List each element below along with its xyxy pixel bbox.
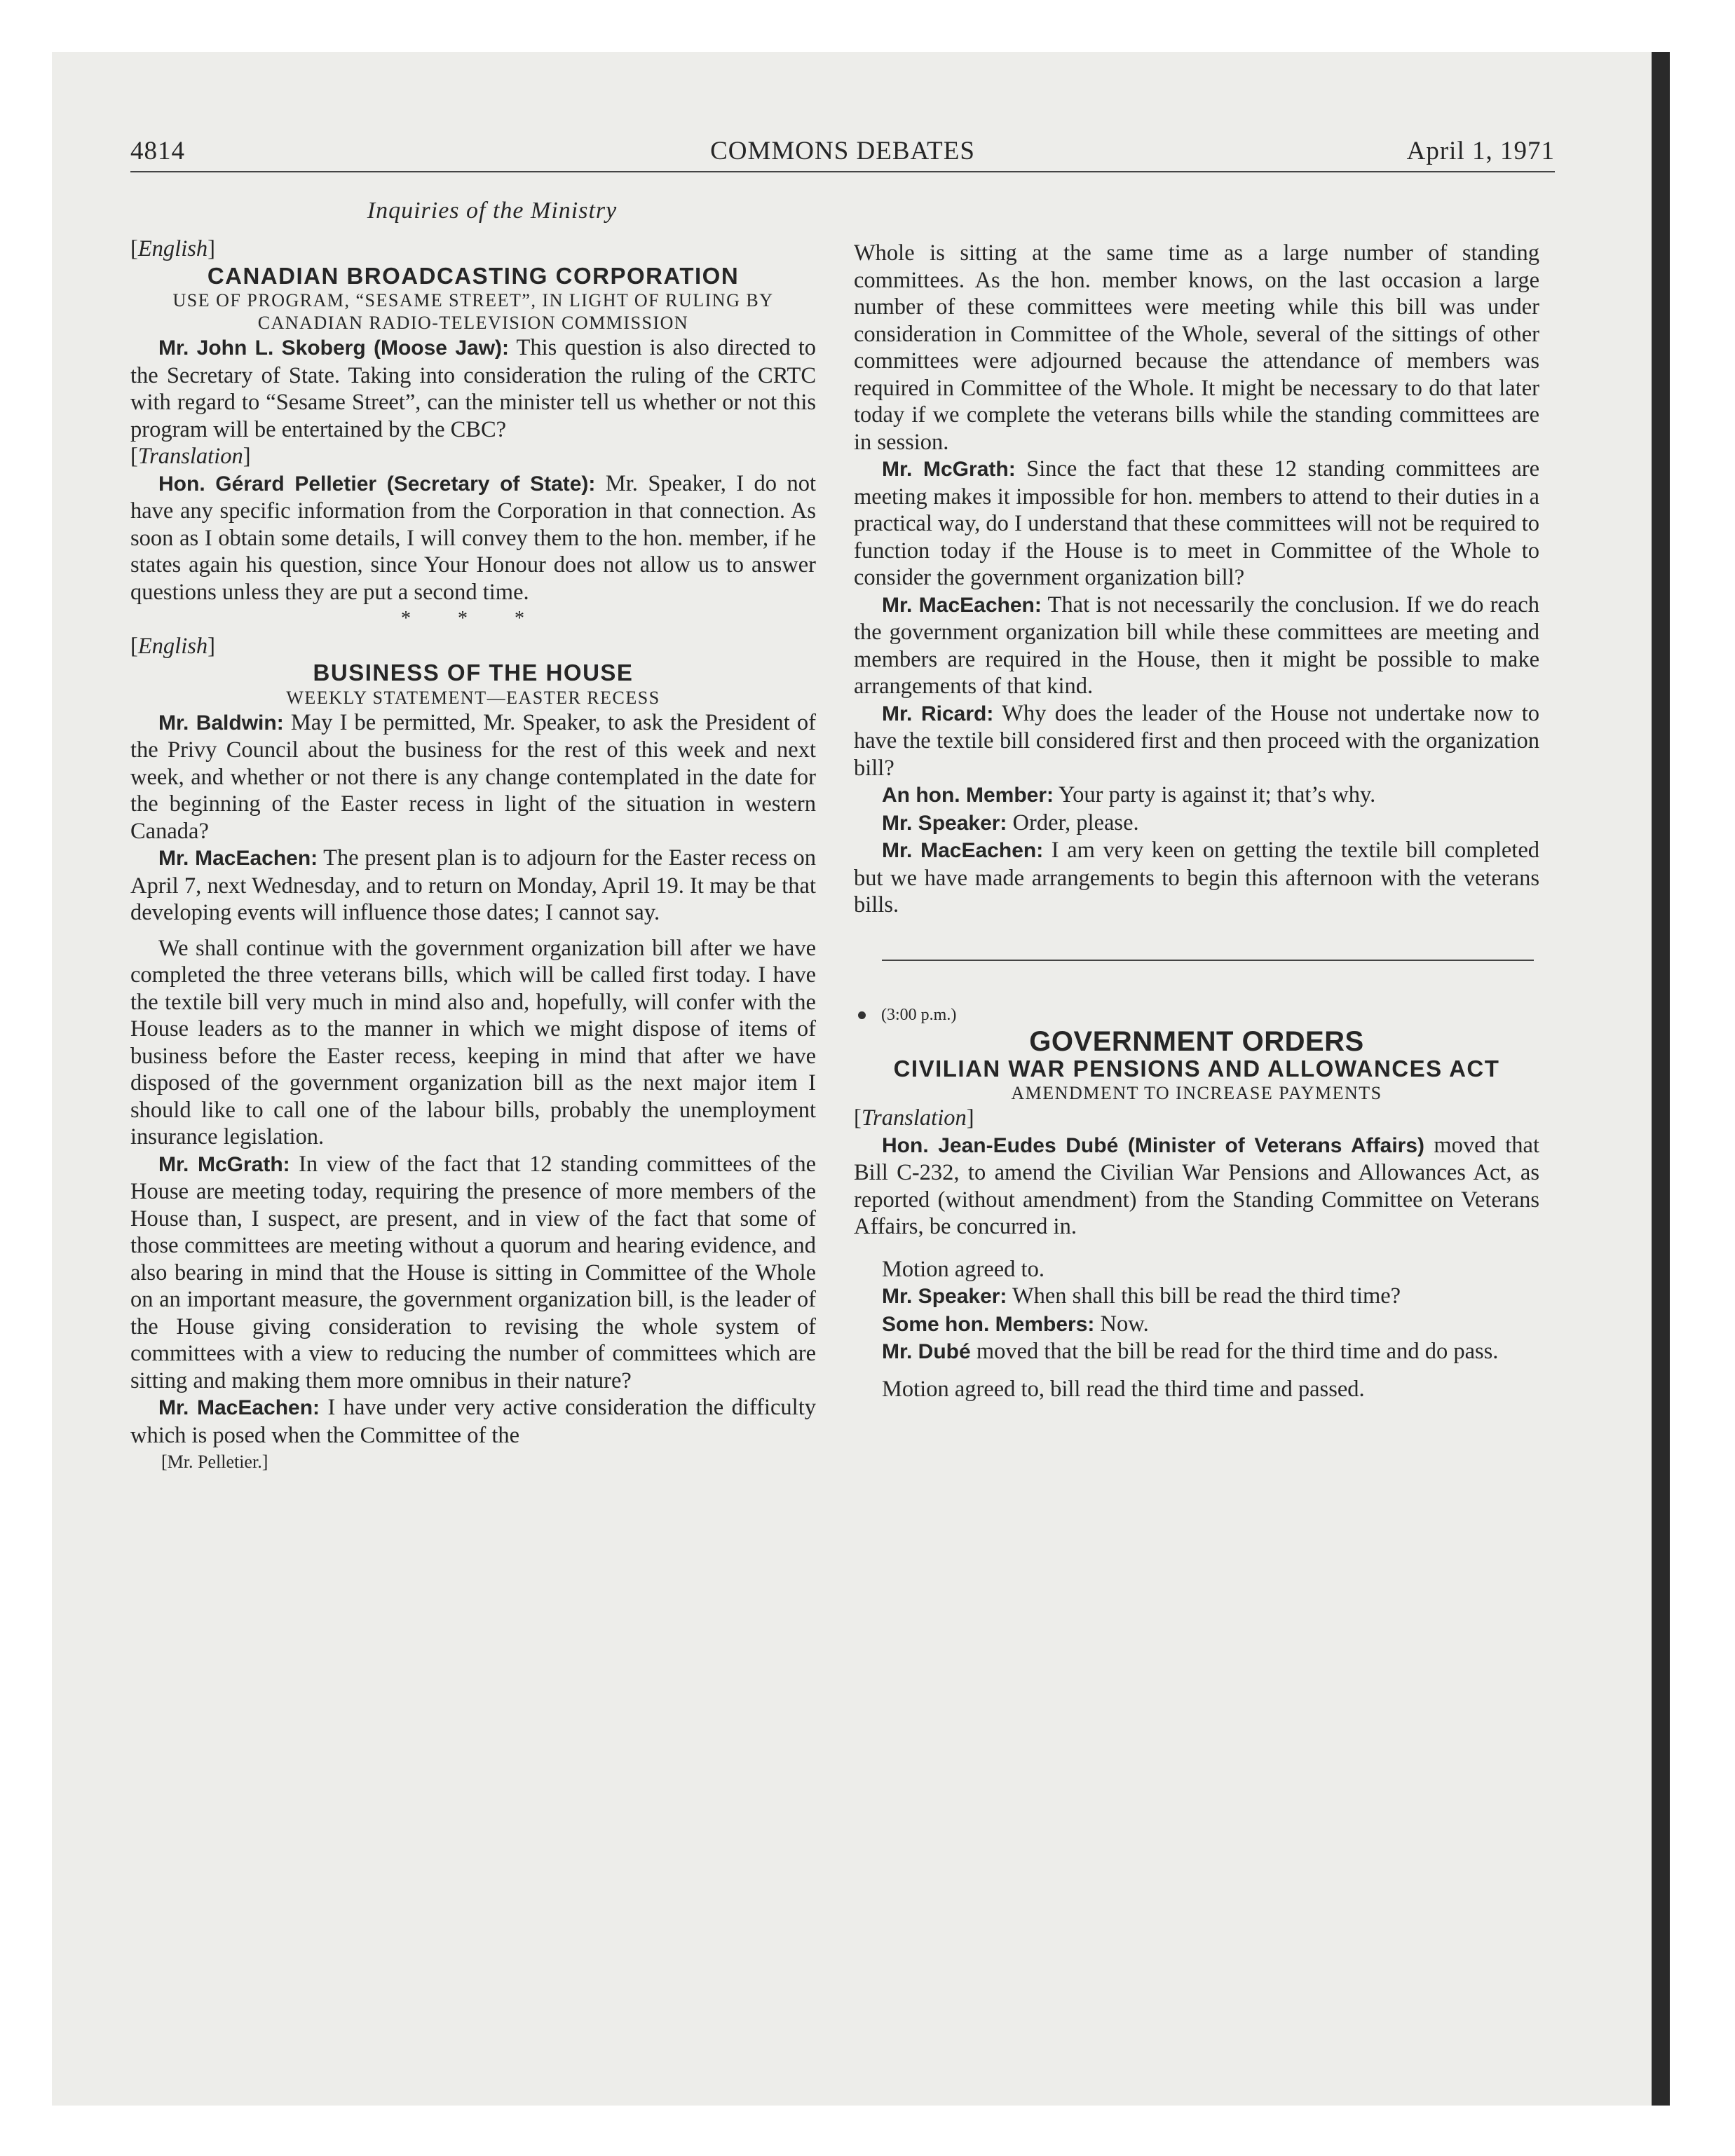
speaker: Mr. MacEachen:	[158, 1396, 320, 1419]
speaker: Mr. Baldwin:	[158, 711, 284, 735]
language-note: [Translation]	[854, 1105, 974, 1131]
paragraph: Mr. MacEachen: I am very keen on getting the textile bill completed but we have made arrangements to begin this afternoon with the veterans bills.	[854, 838, 1539, 917]
subheading: USE OF PROGRAM, “SESAME STREET”, IN LIGHT OF RULING BY CANADIAN RADIO-TELEVISION COMMISSION	[172, 290, 774, 333]
order-heading: GOVERNMENT ORDERS	[1029, 1026, 1364, 1057]
section-heading: CANADIAN BROADCASTING CORPORATION	[207, 262, 740, 289]
speaker: Hon. Jean-Eudes Dubé (Minister of Veterans Affairs)	[882, 1133, 1424, 1157]
paragraph: Mr. John L. Skoberg (Moose Jaw): This question is also directed to the Secretary of State. Taking into consideration the ruling of the CRTC with regard to “Sesame Street”, can the minister tell us whether or not this program will be entertained by the CBC?	[130, 335, 816, 442]
running-head: Inquiries of the Ministry	[367, 198, 618, 224]
paragraph: Hon. Jean-Eudes Dubé (Minister of Veterans Affairs) moved that Bill C-232, to amend the Civilian War Pensions and Allowances Act, as reported (without amendment) from the Standing Committee on Veterans Affairs, be concurred in.	[854, 1132, 1539, 1239]
left-column	[130, 233, 816, 1476]
paragraph: Mr. Ricard: Why does the leader of the House not undertake now to have the textile bill considered first and then proceed with the organization bill?	[854, 700, 1539, 781]
speaker: Some hon. Members:	[882, 1312, 1095, 1336]
paragraph: Mr. Speaker: Order, please.	[882, 810, 1139, 835]
paragraph: Motion agreed to.	[882, 1256, 1045, 1282]
paragraph: Mr. MacEachen: The present plan is to adjourn for the Easter recess on April 7, next Wednesday, and to return on Monday, April 19. It may be that developing events will influence those dates; I cannot say.	[130, 845, 816, 925]
paragraph: Some hon. Members: Now.	[882, 1311, 1149, 1337]
paragraph: Mr. Baldwin: May I be permitted, Mr. Speaker, to ask the President of the Privy Council about the business for the rest of this week and next week, and whether or not there is any change contemplated in the date for the beginning of the Easter recess in light of the situation in western Canada?	[130, 709, 816, 844]
speaker: Mr. McGrath:	[882, 458, 1016, 481]
paragraph: Motion agreed to, bill read the third time and passed.	[882, 1376, 1365, 1402]
speaker: Mr. McGrath:	[158, 1152, 290, 1176]
paragraph: Mr. McGrath: In view of the fact that 12 standing committees of the House are meeting today, requiring the presence of more members of the House than, I suspect, are present, and in view of the fact that some of those committees are meeting without a quorum and hearing evidence, and also bearing in mind that the House is sitting in Committee of the Whole on an important measure, the government organization bill, is the leader of the House giving consideration to revising the whole system of committees with a view to reducing the number of committees which are sitting and making them more omnibus in their nature?	[130, 1151, 816, 1393]
speaker: Mr. John L. Skoberg (Moose Jaw):	[158, 336, 510, 360]
section-heading: BUSINESS OF THE HOUSE	[313, 660, 634, 685]
speaker: Mr. Speaker:	[882, 811, 1007, 835]
speaker: An hon. Member:	[882, 784, 1054, 807]
right-column	[854, 233, 1539, 1403]
scan-edge	[1652, 52, 1670, 2106]
page-footer-note: [Mr. Pelletier.]	[161, 1452, 268, 1472]
paragraph: Mr. Speaker: When shall this bill be read the third time?	[882, 1283, 1401, 1309]
header-rule	[130, 171, 1555, 172]
speaker: Hon. Gérard Pelletier (Secretary of State):	[158, 472, 596, 496]
speaker: Mr. Ricard:	[882, 702, 994, 725]
speaker: Mr. Dubé	[882, 1340, 971, 1363]
speaker: Mr. MacEachen:	[882, 839, 1044, 862]
paragraph: Mr. MacEachen: I have under very active consideration the difficulty which is posed when the Committee of the	[130, 1395, 816, 1448]
page-date: April 1, 1971	[1406, 137, 1555, 165]
language-note: [English]	[130, 633, 215, 659]
paragraph: An hon. Member: Your party is against it; that’s why.	[882, 782, 1376, 807]
time-marker: (3:00 p.m.)	[854, 1002, 1539, 1029]
page-number: 4814	[130, 137, 185, 165]
subheading: WEEKLY STATEMENT—EASTER RECESS	[286, 687, 660, 708]
bullet-icon	[858, 1011, 866, 1019]
speaker: Mr. Speaker:	[882, 1285, 1007, 1308]
paragraph: Hon. Gérard Pelletier (Secretary of State): Mr. Speaker, I do not have any specific information from the Corporation in that connection. As soon as I obtain some details, I will convey them to the hon. member, if he states again his question, since Your Honour does not allow us to answer questions unless they are put a second time.	[130, 470, 817, 605]
section-separator: * * *	[401, 608, 545, 629]
subheading: AMENDMENT TO INCREASE PAYMENTS	[1011, 1083, 1382, 1103]
paragraph: Whole is sitting at the same time as a large number of standing committees. As the hon. member knows, on the last occasion a large number of these committees were meeting while this bill was under consideration in Committee of the Whole, several of the sittings of other committees were adjourned because the attendance of members was required in Committee of the Whole. It might be necessary to do that later today if we complete the veterans bills while the standing committees are in session.	[854, 240, 1539, 455]
divider-rule	[882, 960, 1534, 961]
paragraph: We shall continue with the government organization bill after we have completed the three veterans bills, which will be called first today. I have the textile bill very much in mind also and, hopefully, will confer with the House leaders as to the manner in which we might dispose of items of business before the Easter recess, keeping in mind that after we have disposed of the government organization bill as the next major item I should like to call one of the labour bills, probably the unemployment insurance legislation.	[130, 935, 816, 1149]
speaker: Mr. MacEachen:	[882, 593, 1042, 617]
language-note: [English]	[130, 236, 215, 261]
paragraph: Mr. Dubé moved that the bill be read for the third time and do pass.	[882, 1339, 1499, 1364]
language-note: [Translation]	[130, 444, 251, 469]
paragraph: Mr. McGrath: Since the fact that these 12 standing committees are meeting makes it impossible for hon. members to attend to their duties in a practical way, do I understand that these committees will not be required to function today if the House is to meet in Committee of the Whole to consider the government organization bill?	[854, 456, 1539, 590]
publication-title: COMMONS DEBATES	[710, 137, 975, 165]
speaker: Mr. MacEachen:	[158, 847, 318, 870]
section-heading: CIVILIAN WAR PENSIONS AND ALLOWANCES ACT	[893, 1055, 1500, 1082]
paragraph: Mr. MacEachen: That is not necessarily the conclusion. If we do reach the government organization bill while these committees are meeting and members are required in the House, then it might be possible to make arrangements of that kind.	[854, 592, 1539, 699]
